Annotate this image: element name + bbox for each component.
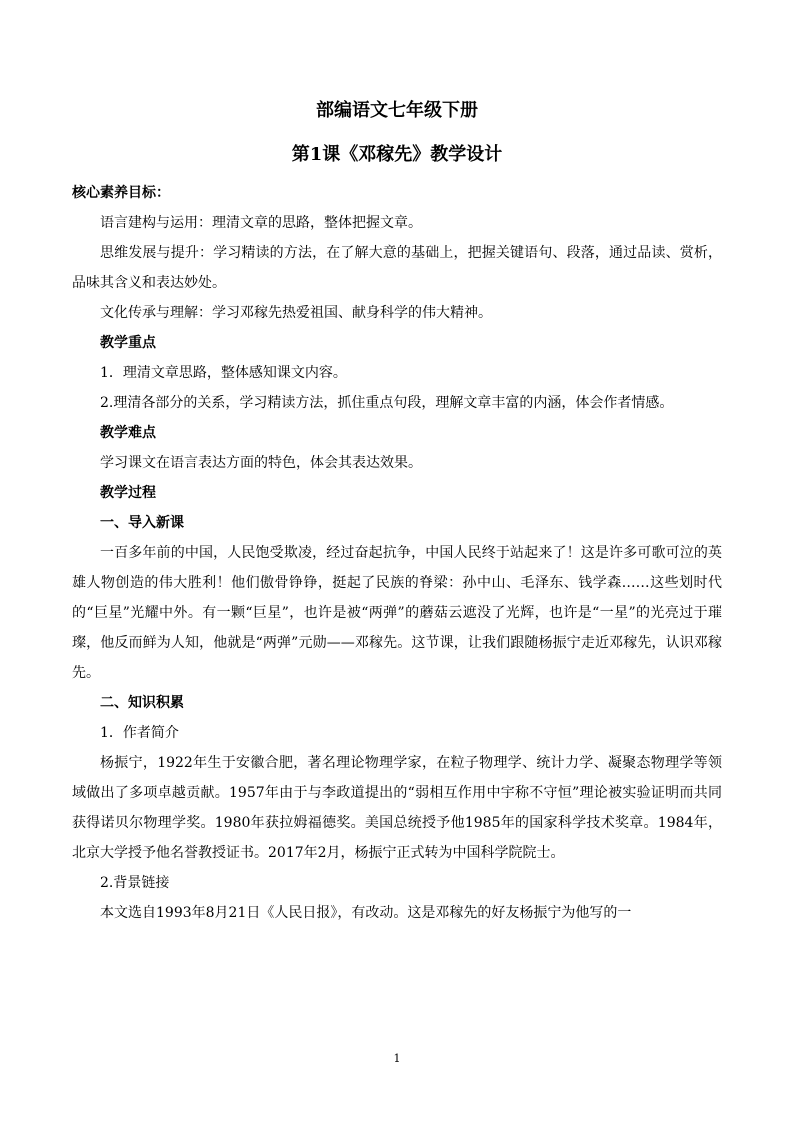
background-heading: 2.背景链接 xyxy=(100,875,170,891)
core-goal-item: 思维发展与提升：学习精读的方法，在了解大意的基础上，把握关键语句、段落，通过品读、赏析，品味其含义和表达妙处。 xyxy=(72,245,722,291)
key-point-item: 2.理清各部分的关系，学习精读方法，抓住重点句段，理解文章丰富的内涵，体会作者情感。 xyxy=(100,395,674,411)
intro-paragraph: 一百多年前的中国，人民饱受欺凌，经过奋起抗争，中国人民终于站起来了！这是许多可歌可泣的英雄人物创造的伟大胜利！他们傲骨铮铮，挺起了民族的脊梁：孙中山、毛泽东、钱学森……这些划时代的“巨星”光耀中外。有一颗“巨星”，也许是被“两弹”的蘑菇云遮没了光辉，也许是“一星”的光亮过于璀璨，他反而鲜为人知，他就是“两弹”元勋——邓稼先。这节课，让我们跟随杨振宁走近邓稼先，认识邓稼先。 xyxy=(72,545,722,681)
difficulty-heading: 教学难点 xyxy=(100,425,156,441)
author-paragraph: 杨振宁，1922年生于安徽合肥，著名理论物理学家，在粒子物理学、统计力学、凝聚态物理学等领域做出了多项卓越贡献。1957年由于与李政道提出的“弱相互作用中宇称不守恒”理论被实验证明而共同获得诺贝尔物理学奖。1980年获拉姆福德奖。美国总统授予他1985年的国家科学技术奖章。1984年，北京大学授予他名誉教授证书。2017年2月，杨振宁正式转为中国科学院院士。 xyxy=(72,755,722,861)
core-goal-item: 文化传承与理解：学习邓稼先热爱祖国、献身科学的伟大精神。 xyxy=(100,305,492,321)
document-title: 部编语文七年级下册 xyxy=(316,100,478,121)
knowledge-heading: 二、知识积累 xyxy=(100,695,184,711)
intro-heading: 一、导入新课 xyxy=(100,515,184,531)
process-heading: 教学过程 xyxy=(100,485,156,501)
page-number: 1 xyxy=(393,1052,401,1065)
background-paragraph: 本文选自1993年8月21日《人民日报》，有改动。这是邓稼先的好友杨振宁为他写的一 xyxy=(100,905,632,921)
core-goal-item: 语言建构与运用：理清文章的思路，整体把握文章。 xyxy=(100,215,422,231)
key-point-item: 1．理清文章思路，整体感知课文内容。 xyxy=(100,365,347,381)
core-goals-heading: 核心素养目标： xyxy=(72,185,170,201)
author-heading: 1．作者简介 xyxy=(100,725,179,741)
difficulty-text: 学习课文在语言表达方面的特色，体会其表达效果。 xyxy=(100,455,422,471)
document-subtitle: 第1课《邓稼先》教学设计 xyxy=(291,144,503,165)
document-page xyxy=(72,96,722,928)
key-points-heading: 教学重点 xyxy=(100,335,156,351)
